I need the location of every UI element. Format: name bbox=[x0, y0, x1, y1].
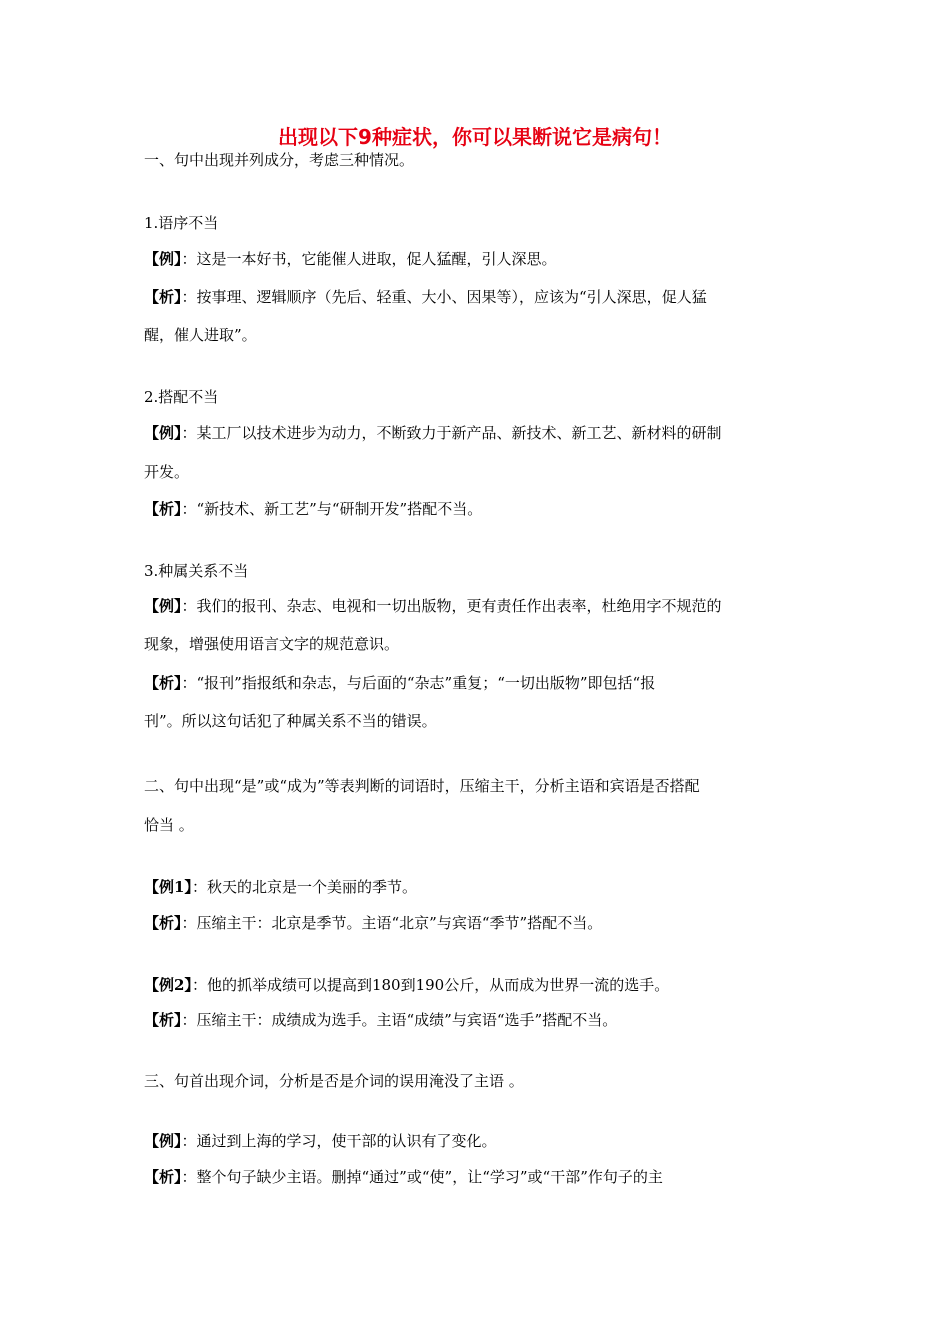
subsection-heading bbox=[144, 561, 812, 581]
text: 开发。 bbox=[144, 463, 190, 481]
text: ：“报刊”指报纸和杂志，与后面的“杂志”重复；“一切出版物”即包括“报 bbox=[181, 674, 656, 692]
text: ：整个句子缺少主语。删掉“通过”或“使”，让“学习”或“干部”作句子的主 bbox=[181, 1168, 663, 1186]
example-line bbox=[144, 975, 812, 995]
analysis-tag: 【析】 bbox=[144, 288, 182, 306]
text: ：这是一本好书，它能催人进取，促人猛醒，引人深思。 bbox=[181, 250, 557, 268]
analysis-line bbox=[144, 1010, 812, 1030]
text: 现象，增强使用语言文字的规范意识。 bbox=[144, 635, 400, 653]
text: ：他的抓举成绩可以提高到180到190公斤，从而成为世界一流的选手。 bbox=[191, 976, 670, 994]
text: 1.语序不当 bbox=[144, 214, 219, 232]
analysis-tag: 【析】 bbox=[144, 1168, 182, 1186]
text: 三、句首出现介词，分析是否是介词的误用淹没了主语 。 bbox=[144, 1072, 524, 1090]
analysis-line bbox=[144, 287, 812, 307]
analysis-line bbox=[144, 673, 812, 693]
text: ：某工厂以技术进步为动力，不断致力于新产品、新技术、新工艺、新材料的研制 bbox=[181, 424, 722, 442]
example-line bbox=[144, 1131, 812, 1151]
text: 刊”。所以这句话犯了种属关系不当的错误。 bbox=[144, 712, 437, 730]
example-line bbox=[144, 249, 812, 269]
text: ：压缩主干：北京是季节。主语“北京”与宾语“季节”搭配不当。 bbox=[181, 914, 603, 932]
text: 二、句中出现“是”或“成为”等表判断的词语时，压缩主干，分析主语和宾语是否搭配 bbox=[144, 777, 700, 795]
analysis-line bbox=[144, 711, 812, 731]
example-tag: 【例2】 bbox=[144, 976, 192, 994]
text: 恰当 。 bbox=[144, 816, 194, 834]
text: ：我们的报刊、杂志、电视和一切出版物，更有责任作出表率，杜绝用字不规范的 bbox=[181, 597, 722, 615]
example-line bbox=[144, 462, 812, 482]
analysis-tag: 【析】 bbox=[144, 914, 182, 932]
subsection-heading bbox=[144, 387, 812, 407]
example-tag: 【例】 bbox=[144, 1132, 182, 1150]
text: ：秋天的北京是一个美丽的季节。 bbox=[191, 878, 417, 896]
example-tag: 【例】 bbox=[144, 424, 182, 442]
text: ：通过到上海的学习，使干部的认识有了变化。 bbox=[181, 1132, 497, 1150]
example-line bbox=[144, 877, 812, 897]
text: ：“新技术、新工艺”与“研制开发”搭配不当。 bbox=[181, 500, 483, 518]
analysis-tag: 【析】 bbox=[144, 500, 182, 518]
section-heading bbox=[144, 815, 812, 835]
section-heading bbox=[144, 776, 812, 796]
analysis-line bbox=[144, 499, 812, 519]
page-title: 出现以下9种症状，你可以果断说它是病句！ bbox=[278, 125, 672, 149]
text: 醒，催人进取”。 bbox=[144, 326, 257, 344]
analysis-line bbox=[144, 913, 812, 933]
subsection-heading bbox=[144, 213, 812, 233]
text: 一、句中出现并列成分，考虑三种情况。 bbox=[144, 151, 415, 169]
example-line bbox=[144, 596, 812, 616]
text: 2.搭配不当 bbox=[144, 388, 219, 406]
text: ：压缩主干：成绩成为选手。主语“成绩”与宾语“选手”搭配不当。 bbox=[181, 1011, 618, 1029]
text: ：按事理、逻辑顺序（先后、轻重、大小、因果等），应该为“引人深思，促人猛 bbox=[181, 288, 707, 306]
example-line bbox=[144, 423, 812, 443]
example-tag: 【例1】 bbox=[144, 878, 192, 896]
section-heading bbox=[144, 1071, 812, 1091]
example-line bbox=[144, 634, 812, 654]
example-tag: 【例】 bbox=[144, 597, 182, 615]
example-tag: 【例】 bbox=[144, 250, 182, 268]
analysis-tag: 【析】 bbox=[144, 1011, 182, 1029]
analysis-tag: 【析】 bbox=[144, 674, 182, 692]
section-heading bbox=[144, 150, 812, 170]
text: 3.种属关系不当 bbox=[144, 562, 249, 580]
analysis-line bbox=[144, 325, 812, 345]
analysis-line bbox=[144, 1167, 812, 1187]
